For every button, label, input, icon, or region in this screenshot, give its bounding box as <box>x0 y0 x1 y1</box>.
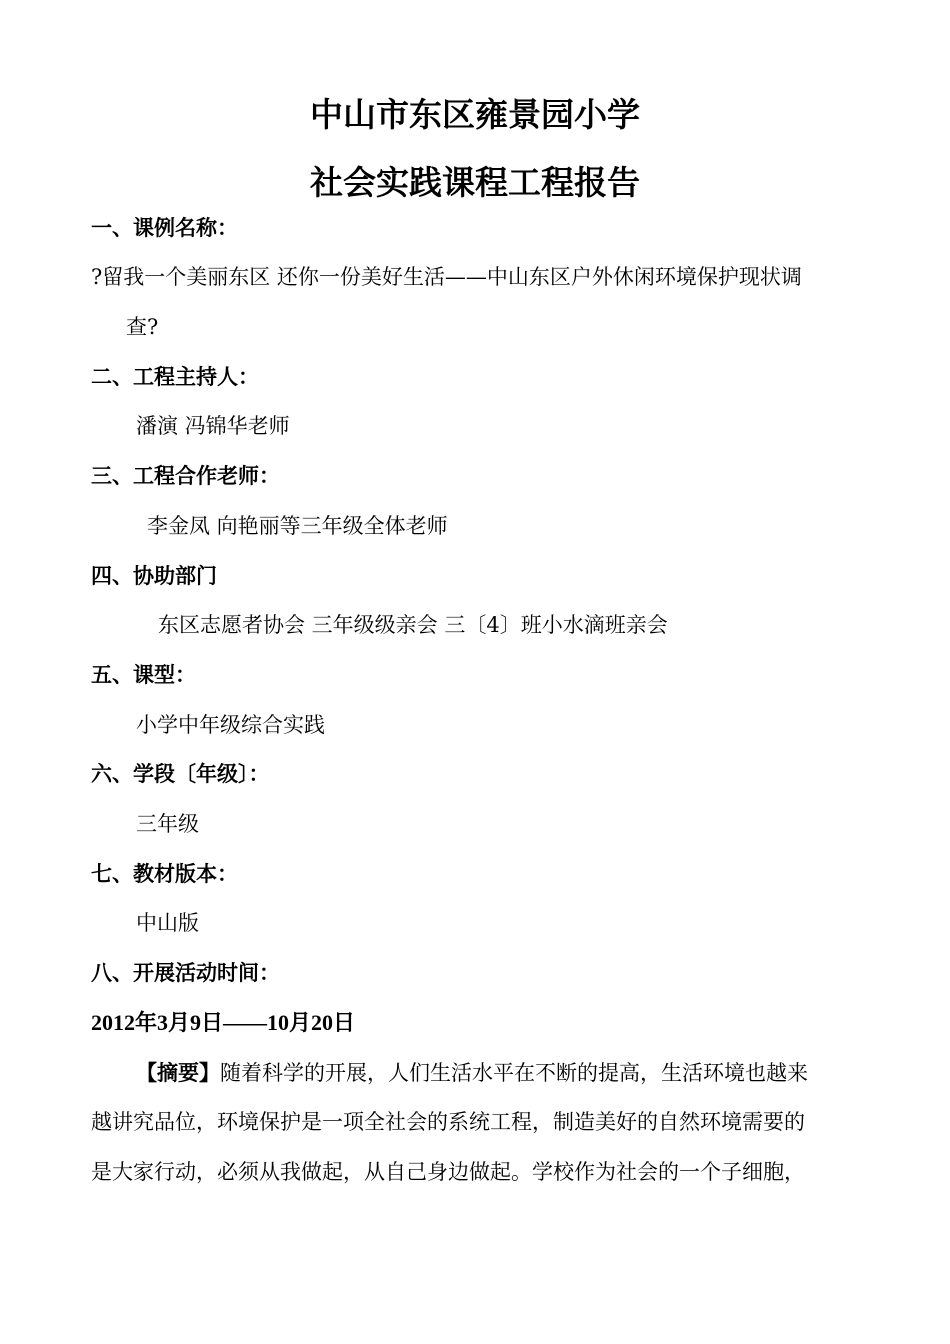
section-5-value: 小学中年级综合实践 <box>136 713 325 737</box>
section-6-heading: 六、学段〔年级〕： <box>91 762 270 786</box>
section-4-value: 东区志愿者协会 三年级级亲会 三〔4〕班小水滴班亲会 <box>158 613 668 637</box>
document-title-line1: 中山市东区雍景园小学 <box>310 95 640 134</box>
section-2-heading: 二、工程主持人： <box>91 365 259 389</box>
abstract-line3: 是大家行动，必须从我做起，从自己身边做起。学校作为社会的一个子细胞， <box>91 1160 805 1184</box>
abstract-line1 <box>136 1058 808 1088</box>
section-3-heading: 三、工程合作老师： <box>91 464 280 488</box>
section-4-heading: 四、协助部门 <box>91 564 217 588</box>
section-7-value: 中山版 <box>136 911 199 935</box>
section-3-value: 李金凤 向艳丽等三年级全体老师 <box>147 514 448 538</box>
document-title-line2: 社会实践课程工程报告 <box>310 163 640 202</box>
section-1-value-line1: ?留我一个美丽东区 还你一份美好生活——中山东区户外休闲环境保护现状调 <box>91 265 802 289</box>
section-1-value-line2: 查? <box>126 315 159 339</box>
section-8-date: 2012年3月9日——10月20日 <box>91 1010 356 1035</box>
abstract-line2: 越讲究品位，环境保护是一项全社会的系统工程，制造美好的自然环境需要的 <box>91 1110 805 1134</box>
abstract-label: 【摘要】 <box>136 1060 220 1085</box>
section-7-heading: 七、教材版本： <box>91 862 238 886</box>
section-1-heading: 一、课例名称： <box>91 216 238 240</box>
abstract-line1-text: 随着科学的开展，人们生活水平在不断的提高，生活环境也越来 <box>220 1061 808 1085</box>
section-8-heading: 八、开展活动时间： <box>91 961 280 985</box>
section-6-value: 三年级 <box>136 812 199 836</box>
section-5-heading: 五、课型： <box>91 663 196 687</box>
section-2-value: 潘演 冯锦华老师 <box>136 414 290 438</box>
